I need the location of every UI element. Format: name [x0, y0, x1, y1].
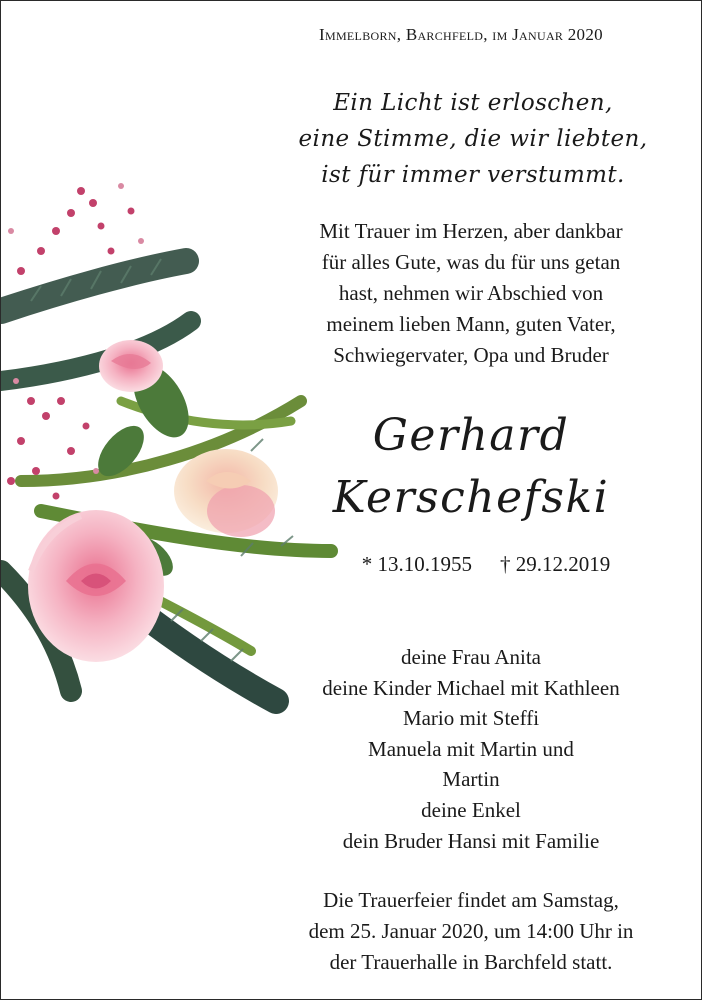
intro-line: Schwiegervater, Opa und Bruder [333, 343, 609, 367]
poem-line: ist für immer verstummt. [321, 162, 625, 188]
memorial-poem [263, 85, 683, 193]
place-date-header: Immelborn, Barchfeld, im Januar 2020 [319, 25, 603, 44]
intro-line: meinem lieben Mann, guten Vater, [326, 312, 616, 336]
mourner-line: dein Bruder Hansi mit Familie [342, 828, 600, 853]
mourner-line: deine Kinder Michael mit Kathleen [322, 675, 620, 700]
mourner-line: Martin [442, 767, 500, 792]
intro-text [251, 216, 691, 371]
birth-date: * 13.10.1955 [361, 552, 472, 576]
service-line: dem 25. Januar 2020, um 14:00 Uhr in [308, 919, 634, 943]
intro-line: Mit Trauer im Herzen, aber dankbar [319, 219, 623, 243]
mourner-line: deine Enkel [421, 797, 521, 822]
service-line: Die Trauerfeier findet am Samstag, [323, 888, 619, 912]
poem-line: Ein Licht ist erloschen, [333, 90, 613, 116]
mourner-line: Manuela mit Martin und [368, 736, 574, 761]
life-dates [331, 552, 641, 577]
last-name: Kerschefski [332, 472, 610, 523]
death-date: † 29.12.2019 [500, 552, 611, 576]
mourner-line: Mario mit Steffi [402, 706, 540, 731]
first-name: Gerhard [372, 410, 570, 461]
mourner-line: deine Frau Anita [401, 645, 541, 669]
mourners-list [251, 642, 691, 856]
poem-line: eine Stimme, die wir liebten, [298, 126, 648, 152]
funeral-service-info [251, 885, 691, 978]
service-line: der Trauerhalle in Barchfeld statt. [329, 950, 613, 974]
intro-line: für alles Gute, was du für uns getan [321, 250, 621, 274]
intro-line: hast, nehmen wir Abschied von [338, 281, 604, 305]
deceased-name [281, 405, 661, 529]
